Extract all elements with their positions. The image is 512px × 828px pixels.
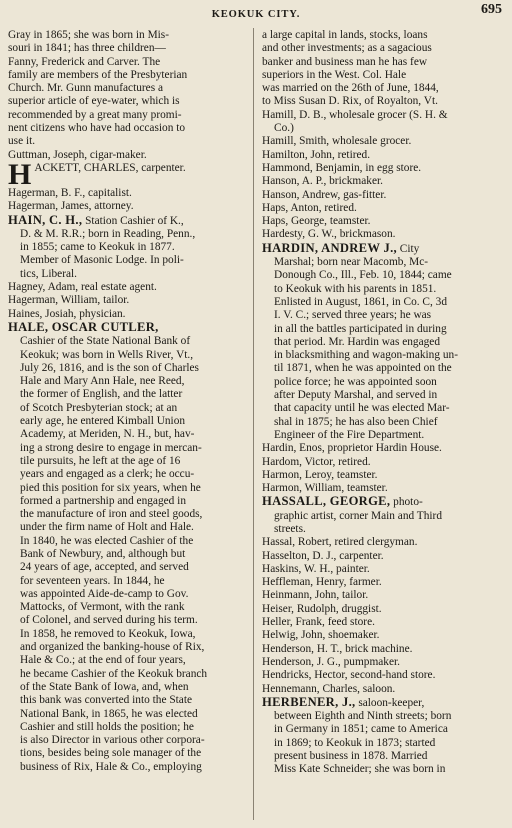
- directory-entry: [262, 603, 503, 616]
- directory-entry: [262, 442, 503, 455]
- bio-line: the former of English, and the latter: [20, 388, 183, 401]
- directory-entry: [8, 308, 248, 321]
- directory-entry: [8, 200, 248, 213]
- drop-initial: H: [8, 157, 32, 191]
- bio-line: Miss Kate Schneider; she was born in: [274, 763, 446, 776]
- bio-first-line: [8, 321, 248, 335]
- directory-entry: [262, 175, 503, 188]
- page-header: [0, 0, 512, 20]
- entry-text: Hammond, Benjamin, in egg store.: [262, 161, 422, 174]
- bio-line: and organized the banking-house of Rix,: [20, 641, 205, 654]
- bio-line: Keokuk; was born in Wells River, Vt.,: [20, 348, 194, 361]
- directory-entry: [262, 135, 503, 148]
- bio-line: present business in 1878. Married: [274, 750, 428, 763]
- directory-entry: [262, 629, 503, 642]
- bio-line: In 1858, he removed to Keokuk, Iowa,: [20, 627, 196, 640]
- entry-text: Haines, Josiah, physician.: [8, 307, 126, 320]
- text-line: family are members of the Presbyterian: [8, 68, 188, 81]
- bio-line: is also Director in various other corpora-: [20, 734, 205, 747]
- directory-entry: [262, 215, 503, 228]
- bio-line: that capacity until he was elected Mar-: [274, 402, 450, 415]
- bio-line: of Colonel, and served during his term.: [20, 614, 198, 627]
- entry-text: Hendricks, Hector, second-hand store.: [262, 669, 436, 682]
- entry-text: Henderson, H. T., brick machine.: [262, 642, 413, 655]
- directory-entry: [262, 656, 503, 669]
- bio-first-line: [262, 242, 503, 256]
- bio-line: between Eighth and Ninth streets; born: [274, 710, 452, 723]
- entry-text: Heiser, Rudolph, druggist.: [262, 602, 382, 615]
- directory-entry: [262, 643, 503, 656]
- column-divider: [253, 28, 254, 820]
- entry-text: Heinmann, John, tailor.: [262, 589, 369, 602]
- bio-line: July 26, 1816, and is the son of Charles: [20, 361, 199, 374]
- bio-line: In 1840, he was elected Cashier of the: [20, 534, 194, 547]
- bio-line: Donough Co., Ill., Feb. 10, 1844; came: [274, 269, 452, 282]
- text-line: Church. Mr. Gunn manufactures a: [8, 82, 163, 95]
- text-line: banker and business man he has few: [262, 55, 428, 68]
- bio-line: in Germany in 1851; came to America: [274, 723, 448, 736]
- entry-text: ACKETT, CHARLES, carpenter.: [34, 161, 186, 174]
- bio-line: the manufacture of iron and steel goods,: [20, 508, 203, 521]
- directory-entry: [262, 456, 503, 469]
- continued-text: [8, 29, 248, 149]
- entry-text: Harmon, William, teamster.: [262, 482, 388, 495]
- entry-text: Hamill, Smith, wholesale grocer.: [262, 135, 412, 148]
- bio-line: Cashier of the State National Bank of: [20, 335, 191, 348]
- bio-line: in all the battles participated in during: [274, 322, 447, 335]
- entry-text: Hagerman, B. F., capitalist.: [8, 186, 132, 199]
- bio-line: Academy, at Meriden, N. H., but, hav-: [20, 428, 195, 441]
- bio-line: Bank of Newbury, and, although but: [20, 547, 186, 560]
- bio-line: til 1871, when he was appointed on the: [274, 362, 452, 375]
- directory-entry: [8, 187, 248, 200]
- bio-line: graphic artist, corner Main and Third: [274, 509, 443, 522]
- running-title: KEOKUK CITY.: [211, 9, 301, 20]
- text-line: superiors in the West. Col. Hale: [262, 68, 407, 81]
- biography-entry: [262, 242, 503, 442]
- entry-text: Hardom, Victor, retired.: [262, 455, 371, 468]
- entry-text: Hamill, D. B., wholesale grocer (S. H. &: [262, 108, 448, 121]
- bio-line: to Keokuk with his parents in 1851.: [274, 282, 437, 295]
- bio-line: National Bank, in 1865, he was elected: [20, 707, 198, 720]
- bio-first-line: [8, 214, 248, 228]
- bio-line: tions, besides being sole manager of the: [20, 747, 202, 760]
- entry-continuation: Co.): [274, 122, 294, 135]
- bio-name: HASSALL, GEORGE,: [262, 495, 391, 509]
- entry-text: Harmon, Leroy, teamster.: [262, 468, 378, 481]
- bio-name: HAIN, C. H.,: [8, 213, 83, 227]
- bio-line: Member of Masonic Lodge. In poli-: [20, 254, 184, 267]
- text-line: Gray in 1865; she was born in Mis-: [8, 29, 170, 41]
- bio-line: tics, Liberal.: [20, 267, 78, 280]
- directory-entry: [262, 576, 503, 589]
- directory-entry: [262, 162, 503, 175]
- bio-line: in 1869; to Keokuk in 1873; started: [274, 736, 436, 749]
- entry-text: Haps, George, teamster.: [262, 215, 371, 228]
- bio-lead: photo-: [390, 496, 423, 509]
- bio-line: shal in 1875; he has also been Chief: [274, 415, 438, 428]
- bio-lead: City: [396, 242, 420, 255]
- directory-entry: [262, 189, 503, 202]
- entry-text: Hasselton, D. J., carpenter.: [262, 549, 384, 562]
- text-line: to Miss Susan D. Rix, of Royalton, Vt.: [262, 95, 438, 108]
- bio-line: years and engaged as a clerk; he occu-: [20, 468, 195, 481]
- text-line: souri in 1841; has three children—: [8, 42, 166, 55]
- entry-text: Hagerman, William, tailor.: [8, 294, 130, 307]
- bio-line: business of Rix, Hale & Co., employing: [20, 760, 202, 773]
- biography-entry: [262, 696, 503, 777]
- directory-entry: [262, 683, 503, 696]
- bio-name: HALE, OSCAR CUTLER,: [8, 320, 159, 334]
- entry-text: Hagerman, James, attorney.: [8, 200, 134, 213]
- bio-line: for seventeen years. In 1844, he: [20, 574, 165, 587]
- bio-line: tile pursuits, he left at the age of 16: [20, 454, 181, 467]
- directory-entry-initial: [8, 157, 248, 191]
- text-line: a large capital in lands, stocks, loans: [262, 29, 428, 41]
- directory-entry: [262, 589, 503, 602]
- directory-entry: [8, 281, 248, 294]
- bio-line: was appointed Aide-de-camp to Gov.: [20, 587, 189, 600]
- directory-entry: [262, 109, 503, 136]
- bio-line: of the State Bank of Iowa, and, when: [20, 680, 189, 693]
- bio-line: Cashier and still holds the position; he: [20, 720, 194, 733]
- bio-line: streets.: [274, 522, 306, 535]
- bio-line: I. V. C.; served three years; he was: [274, 309, 432, 322]
- text-line: superior article of eye-water, which is: [8, 95, 180, 108]
- directory-entry: [262, 669, 503, 682]
- bio-name: HERBENER, J.,: [262, 695, 356, 709]
- entry-text: Hagney, Adam, real estate agent.: [8, 281, 157, 294]
- text-line: nent citizens who have had occasion to: [8, 122, 186, 135]
- entry-text: Helwig, John, shoemaker.: [262, 629, 380, 642]
- directory-entry: [8, 149, 248, 162]
- bio-line: Hale & Co.; at the end of four years,: [20, 654, 186, 667]
- bio-first-line: [262, 696, 503, 710]
- bio-line: formed a partnership and engaged in: [20, 494, 186, 507]
- bio-name: HARDIN, ANDREW J.,: [262, 241, 397, 255]
- continued-text: [262, 29, 503, 109]
- text-line: Fanny, Frederick and Carver. The: [8, 55, 161, 68]
- entry-text: Hardesty, G. W., brickmason.: [262, 228, 396, 241]
- entry-text: Hardin, Enos, proprietor Hardin House.: [262, 442, 442, 455]
- bio-line: Hale and Mary Ann Hale, nee Reed,: [20, 375, 185, 388]
- biography-entry: [8, 321, 248, 774]
- bio-line: Mattocks, of Vermont, with the rank: [20, 601, 185, 614]
- entry-text: Hanson, Andrew, gas-fitter.: [262, 188, 387, 201]
- directory-entry: [262, 536, 503, 549]
- directory-entry: [262, 616, 503, 629]
- bio-line: this bank was converted into the State: [20, 694, 193, 707]
- entry-text: Henderson, J. G., pumpmaker.: [262, 655, 400, 668]
- bio-line: Enlisted in August, 1861, in Co. C, 3d: [274, 295, 448, 308]
- entry-text: Guttman, Joseph, cigar-maker.: [8, 148, 147, 161]
- bio-line: pied this position for six years, when he: [20, 481, 201, 494]
- bio-line: that period. Mr. Hardin was engaged: [274, 335, 441, 348]
- text-line: and other investments; as a sagacious: [262, 42, 432, 55]
- bio-line: under the firm name of Holt and Hale.: [20, 521, 194, 534]
- entry-text: Haskins, W. H., painter.: [262, 562, 370, 575]
- bio-line: in 1855; came to Keokuk in 1877.: [20, 241, 175, 254]
- bio-line: early age, he entered Kimball Union: [20, 415, 186, 428]
- entry-text: Heffleman, Henry, farmer.: [262, 576, 382, 589]
- entry-text: Haps, Anton, retired.: [262, 201, 357, 214]
- bio-line: of Scotch Presbyterian stock; at an: [20, 401, 178, 414]
- directory-entry: [262, 202, 503, 215]
- right-column: [262, 29, 503, 777]
- bio-line: D. & M. R.R.; born in Reading, Penn.,: [20, 227, 196, 240]
- biography-entry: [8, 214, 248, 281]
- entry-text: Hanson, A. P., brickmaker.: [262, 175, 383, 188]
- directory-entry: [8, 294, 248, 307]
- directory-entry: [262, 149, 503, 162]
- directory-entry: [262, 563, 503, 576]
- entry-text: Heller, Frank, feed store.: [262, 616, 375, 629]
- bio-line: Marshal; born near Macomb, Mc-: [274, 256, 429, 269]
- bio-line: after Deputy Marshal, and served in: [274, 389, 438, 402]
- entry-text: Hassal, Robert, retired clergyman.: [262, 536, 418, 549]
- bio-lead: saloon-keeper,: [355, 696, 425, 709]
- bio-line: Engineer of the Fire Department.: [274, 428, 425, 441]
- bio-line: he became Cashier of the Keokuk branch: [20, 667, 208, 680]
- bio-line: police force; he was appointed soon: [274, 375, 437, 388]
- bio-lead: Station Cashier of K.,: [82, 214, 184, 227]
- text-line: recommended by a great many promi-: [8, 108, 182, 121]
- directory-entry: [262, 550, 503, 563]
- left-column: [8, 29, 248, 774]
- directory-entry: [262, 469, 503, 482]
- directory-entry: [262, 228, 503, 241]
- biography-entry: [262, 495, 503, 536]
- bio-line: in blacksmithing and wagon-making un-: [274, 349, 458, 362]
- text-line: use it.: [8, 135, 36, 148]
- entry-text: Hennemann, Charles, saloon.: [262, 682, 396, 695]
- text-line: was married on the 26th of June, 1844,: [262, 82, 439, 95]
- page-number: 695: [481, 2, 502, 17]
- bio-first-line: [262, 495, 503, 509]
- bio-line: ing a strong desire to engage in mercan-: [20, 441, 202, 454]
- directory-entry: [262, 482, 503, 495]
- entry-text: Hamilton, John, retired.: [262, 148, 371, 161]
- bio-line: 24 years of age, accepted, and served: [20, 561, 189, 574]
